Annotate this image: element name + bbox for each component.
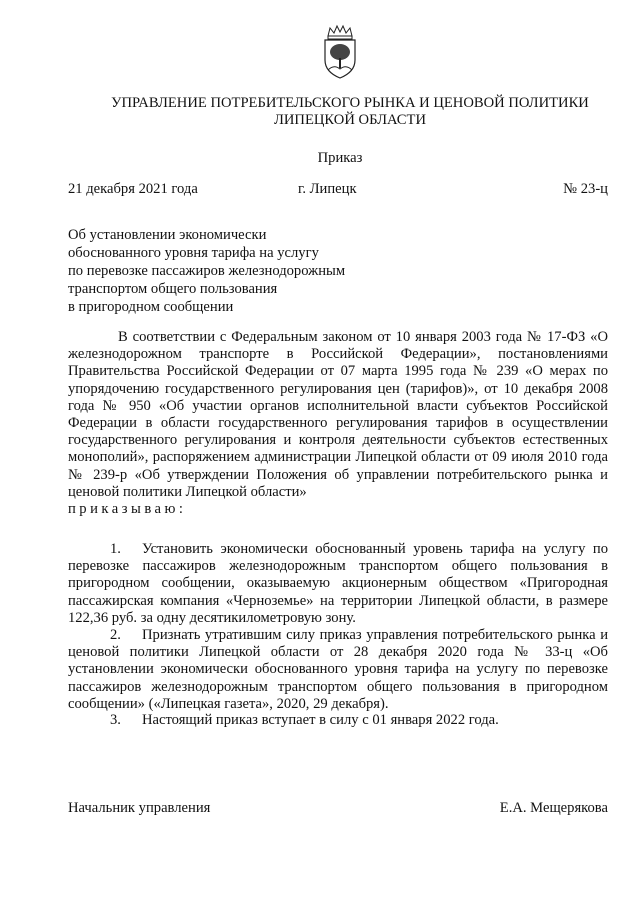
order-item-3 <box>68 712 608 729</box>
item-marker: 2. <box>110 627 121 643</box>
document-city: г. Липецк <box>298 181 357 197</box>
department-name <box>60 95 640 129</box>
signatory-title: Начальник управления <box>68 800 211 816</box>
item-text: Признать утратившим силу приказ управления потребительского рынка и ценовой политики Липецкой области от 28 декабря 2020 года № 33-ц «Об установлении экономически обоснованного уровня тарифа на услугу по перевозке пассажиров железнодорожным транспортом общего пользования в пригородном сообщении» («Липецкая газета», 2020, 29 декабря). <box>68 627 608 712</box>
order-item-2 <box>68 627 608 713</box>
item-marker: 3. <box>110 712 121 728</box>
subject-line: Об установлении экономически <box>68 227 267 243</box>
item-text: Установить экономически обоснованный уровень тарифа на услугу по перевозке пассажиров железнодорожным транспортом общего пользования в пригородном сообщении, оказываемую акционерным обществом «Пригородная пассажирская компания «Черноземье» на территории Липецкой области, в размере 122,36 руб. за одну десятикилометровую зону. <box>68 541 608 626</box>
subject-line: по перевозке пассажиров железнодорожным <box>68 263 346 279</box>
order-item-1 <box>68 541 608 627</box>
preamble-text: В соответствии с Федеральным законом от 10 января 2003 года № 17-ФЗ «О железнодорожном транспорте в Российской Федерации», постановлениями Правительства Российской Федерации от 07 марта 1995 года № 239 «О мерах по упорядочению государственного регулирования цен (тарифов)», от 10 декабря 2008 года № 950 «Об участии органов исполнительной власти субъектов Российской Федерации в области государственного регулирования тарифов в осуществлении государственного регулирования и контроля деятельности субъектов естественных монополий», распоряжением администрации Липецкой области от 09 июля 2010 года № 239-р «Об утверждении Положения об управлении потребительского рынка и ценовой политики Липецкой области» <box>68 329 608 500</box>
department-line-1: УПРАВЛЕНИЕ ПОТРЕБИТЕЛЬСКОГО РЫНКА И ЦЕНОВОЙ ПОЛИТИКИ <box>111 95 589 111</box>
document-number: № 23-ц <box>563 181 608 197</box>
subject-line: обоснованного уровня тарифа на услугу <box>68 245 319 261</box>
item-text: Настоящий приказ вступает в силу с 01 января 2022 года. <box>142 712 499 728</box>
order-word: приказываю: <box>68 501 187 518</box>
document-date: 21 декабря 2021 года <box>68 181 198 197</box>
coat-of-arms-icon <box>319 24 361 80</box>
item-marker: 1. <box>110 541 121 557</box>
document-subject <box>68 226 388 316</box>
subject-line: транспортом общего пользования <box>68 281 278 297</box>
preamble-paragraph <box>68 329 608 518</box>
document-type: Приказ <box>317 150 363 166</box>
signatory-name: Е.А. Мещерякова <box>499 800 608 816</box>
subject-line: в пригородном сообщении <box>68 299 234 315</box>
department-line-2: ЛИПЕЦКОЙ ОБЛАСТИ <box>274 112 426 128</box>
